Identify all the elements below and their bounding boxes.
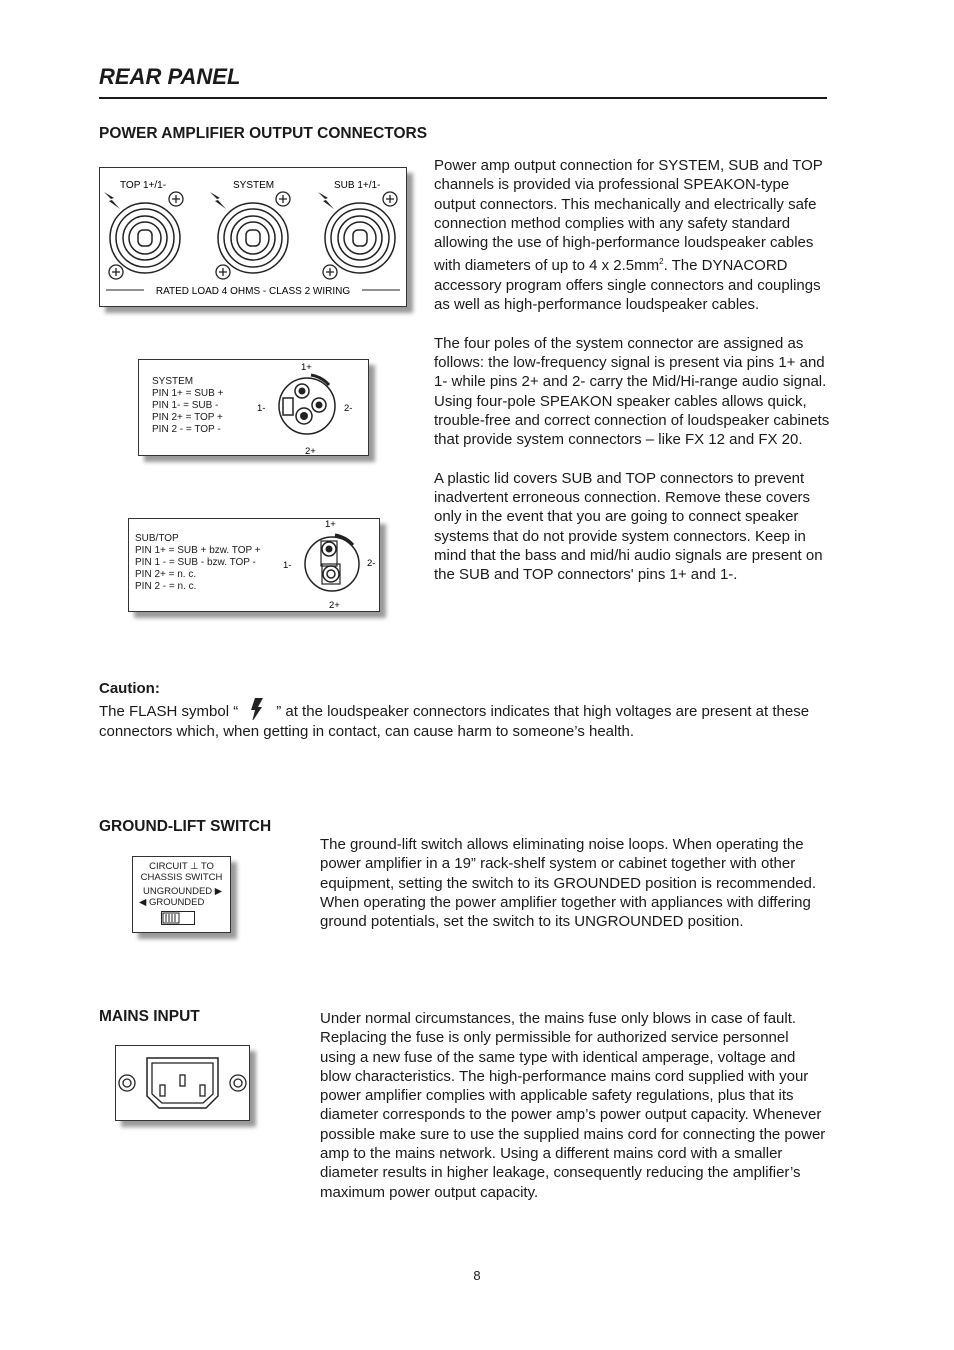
- para1-superscript: 2: [659, 257, 664, 267]
- speakon-connector-sub: [325, 203, 395, 273]
- label-top: TOP 1+/1-: [120, 180, 167, 191]
- ground-lift-heading: GROUND-LIFT SWITCH: [99, 818, 272, 835]
- pin-label: 2-: [367, 558, 376, 569]
- power-output-heading: POWER AMPLIFIER OUTPUT CONNECTORS: [99, 125, 428, 142]
- rated-load-label: RATED LOAD 4 OHMS - CLASS 2 WIRING: [155, 286, 351, 297]
- pin-label: 2-: [344, 403, 353, 414]
- subtop-pin-diagram: [277, 519, 379, 611]
- subtop-pin-line: PIN 1 - = SUB - bzw. TOP -: [135, 557, 256, 568]
- caution-label: Caution:: [99, 680, 160, 697]
- pin-label: 1+: [325, 519, 336, 530]
- power-output-para-2: The four poles of the system connector are assigned as follows: the low-frequency signal is present via pins 1+ and 1- while pins 2+ and 2- carry the Mid/Hi-range audio signal. Using four-pole SPEAKON speaker cables allows quick, trouble-free and correct connection of loudspeaker cabinets that provide system connectors – like FX 12 and FX 20.: [434, 334, 830, 449]
- flash-icon: [210, 192, 226, 209]
- mains-socket-figure: [115, 1045, 250, 1121]
- speakon-connector-system: [218, 203, 288, 273]
- pin-label: 2+: [305, 446, 316, 455]
- system-pin-line: PIN 2 - = TOP -: [152, 424, 221, 435]
- grounded-label: ◀ GROUNDED: [139, 897, 205, 908]
- page-title: REAR PANEL: [99, 64, 241, 89]
- system-pin-figure: [138, 359, 369, 456]
- label-system: SYSTEM: [233, 180, 275, 191]
- subtop-pin-line: PIN 2 - = n. c.: [135, 581, 197, 592]
- para1-text-end: . The DYNACORD accessory program offers single connectors and couplings as well as high-performance loudspeaker cables.: [434, 257, 821, 314]
- subtop-pin-line: PIN 2+ = n. c.: [135, 569, 197, 580]
- ground-lift-label-2: CHASSIS SWITCH: [140, 872, 223, 883]
- para1-text: Power amp output connection for SYSTEM, SUB and TOP channels is provided via professional SPEAKON-type output connectors. This mechanically and electrically safe connection method complies with any safety standard allowing the use of high-performance loudspeaker cables with diameters of up to 4 x 2.5mm: [434, 157, 823, 275]
- page-number: 8: [473, 1268, 481, 1283]
- pin-label: 1-: [283, 560, 292, 571]
- flash-icon: [104, 192, 120, 209]
- ground-lift-figure: [132, 856, 231, 933]
- ground-lift-text: The ground-lift switch allows eliminating noise loops. When operating the power amplifier in a 19” rack-shelf system or cabinet together with other equipment, setting the switch to its GROUNDED position is recommended. When operating the power amplifier together with appliances with differing ground potentials, set the switch to its UNGROUNDED position.: [320, 836, 817, 931]
- power-output-text: [434, 156, 832, 604]
- label-sub: SUB 1+/1-: [334, 180, 381, 191]
- system-pin-diagram: [249, 360, 368, 455]
- flash-icon: [318, 192, 334, 209]
- power-output-para-3: A plastic lid covers SUB and TOP connectors to prevent inadvertent erroneous connection. Remove these covers only in the event that you are going to connect speaker systems that do not provide system connectors. Keep in mind that the bass and mid/hi audio signals are present on the SUB and TOP connectors' pins 1+ and 1-.: [434, 469, 823, 584]
- ground-lift-label-1: CIRCUIT ⊥ TO: [149, 861, 214, 872]
- mains-heading: MAINS INPUT: [99, 1008, 200, 1025]
- caution-text-before: The FLASH symbol “: [99, 703, 239, 721]
- flash-icon: [242, 698, 272, 720]
- system-pin-line: PIN 1+ = SUB +: [152, 388, 224, 399]
- caution-block: [99, 679, 829, 741]
- system-pin-line: PIN 2+ = TOP +: [152, 412, 223, 423]
- pin-label: 1+: [301, 362, 312, 373]
- caution-text: [99, 698, 829, 741]
- system-pin-title: SYSTEM: [152, 376, 194, 387]
- ground-lift-switch[interactable]: [161, 911, 195, 925]
- pin-label: 2+: [329, 600, 340, 611]
- subtop-pin-figure: [128, 518, 380, 612]
- system-pin-line: PIN 1- = SUB -: [152, 400, 219, 411]
- speakon-panel-drawing: [100, 168, 406, 306]
- ungrounded-label: UNGROUNDED ▶: [143, 886, 223, 897]
- title-rule: [99, 97, 827, 99]
- pin-label: 1-: [257, 403, 266, 414]
- caution-text-after: ” at the loudspeaker connectors indicates that high voltages are present at these connectors which, when getting in contact, can cause harm to someone’s health.: [99, 703, 810, 740]
- power-output-para-1: [434, 156, 832, 314]
- mains-text: Under normal circumstances, the mains fuse only blows in case of fault. Replacing the fuse is only permissible for authorized service personnel using a new fuse of the same type with identical amperage, voltage and blow characteristics. The high-performance mains cord supplied with your power amplifier complies with applicable safety regulations, plus that its diameter corresponds to the power amp’s power output capacity. Whenever possible make sure to use the supplied mains cord for connecting the power amp to the mains network. Using a different mains cord with a smaller diameter results in higher leakage, consequently reducing the amplifier’s maximum power output capacity.: [320, 1010, 826, 1201]
- speakon-panel-figure: [99, 167, 407, 307]
- speakon-connector-top: [110, 203, 180, 273]
- iec-socket-drawing: [116, 1046, 249, 1120]
- subtop-pin-title: SUB/TOP: [135, 533, 179, 544]
- subtop-pin-line: PIN 1+ = SUB + bzw. TOP +: [135, 545, 261, 556]
